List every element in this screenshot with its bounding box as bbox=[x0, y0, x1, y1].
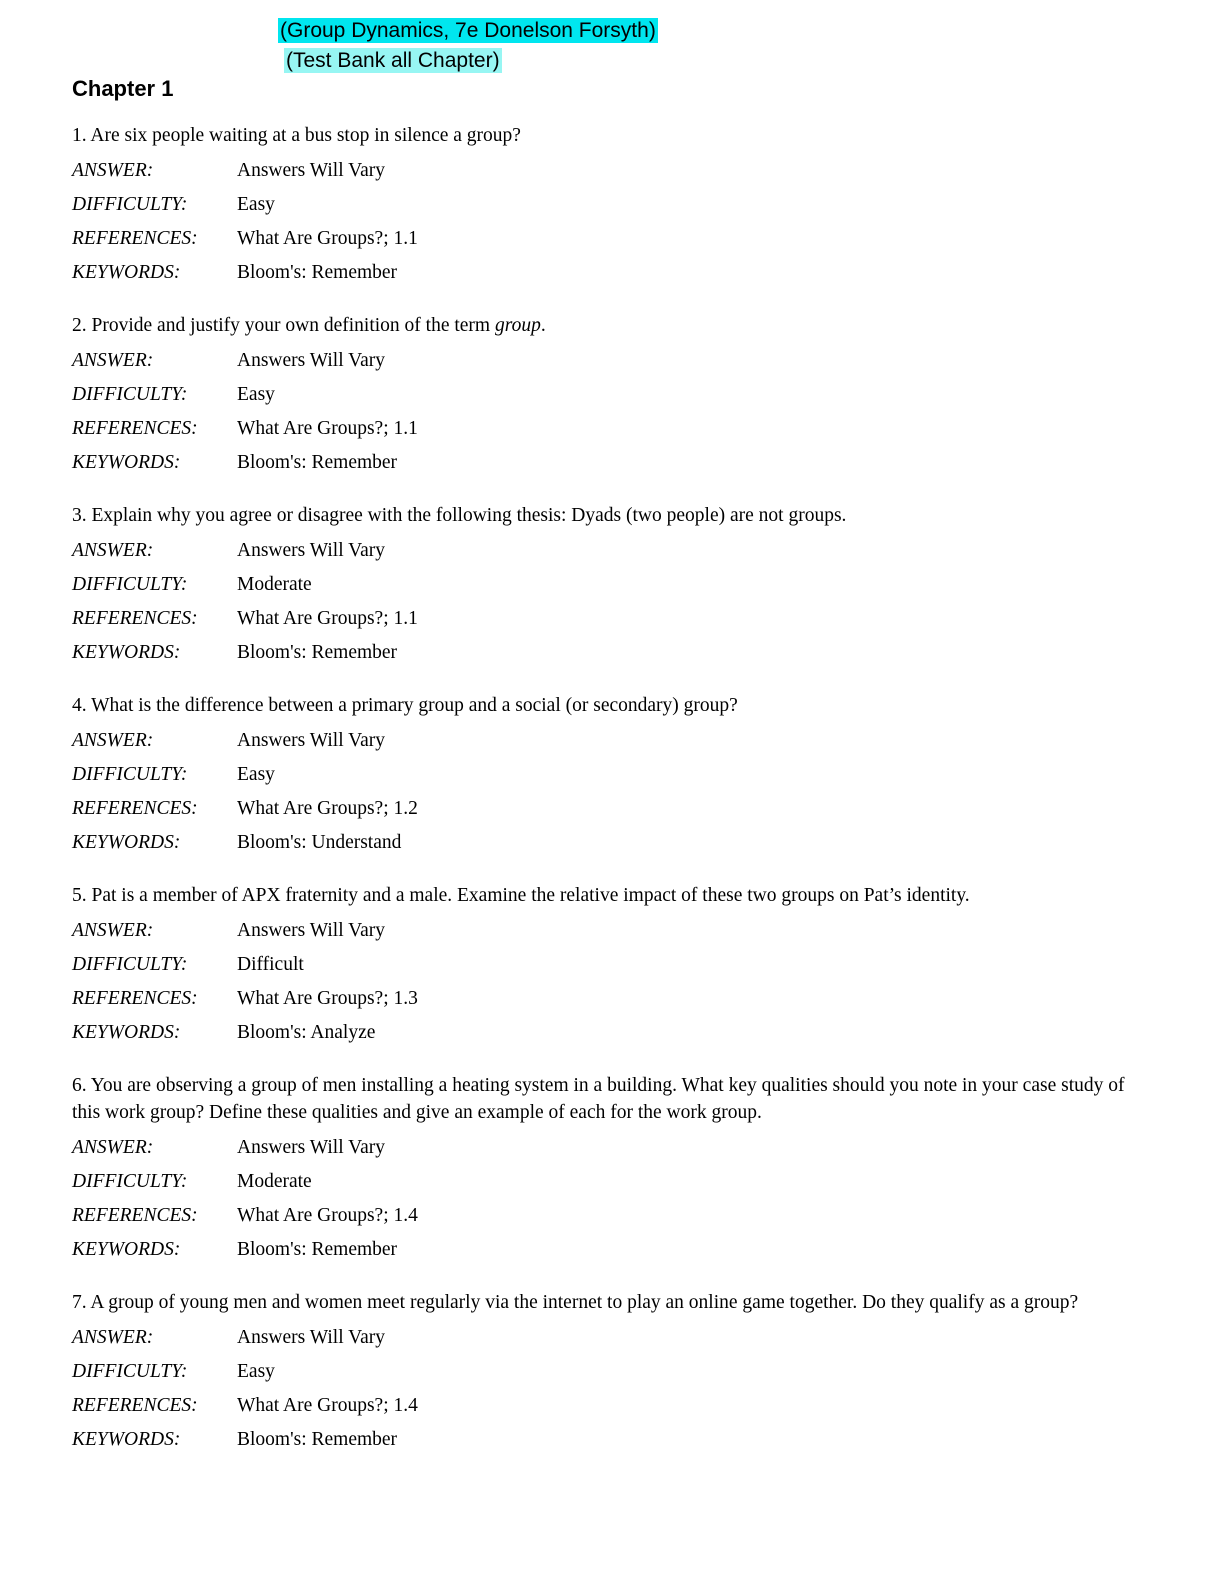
question-block bbox=[72, 1289, 1150, 1457]
document-header-line-1 bbox=[278, 16, 1150, 46]
answer-value: Answers Will Vary bbox=[237, 920, 385, 941]
answer-row bbox=[72, 724, 1150, 758]
references-label: REFERENCES: bbox=[72, 418, 198, 439]
keywords-label: KEYWORDS: bbox=[72, 642, 181, 663]
references-row bbox=[72, 602, 1150, 636]
answer-row bbox=[72, 914, 1150, 948]
references-row bbox=[72, 1389, 1150, 1423]
keywords-row bbox=[72, 446, 1150, 480]
keywords-label: KEYWORDS: bbox=[72, 1239, 181, 1260]
answer-label: ANSWER: bbox=[72, 540, 154, 561]
keywords-row bbox=[72, 636, 1150, 670]
difficulty-value: Easy bbox=[237, 1361, 275, 1382]
answer-value: Answers Will Vary bbox=[237, 160, 385, 181]
keywords-value: Bloom's: Remember bbox=[237, 642, 398, 663]
keywords-label: KEYWORDS: bbox=[72, 1429, 181, 1450]
difficulty-label: DIFFICULTY: bbox=[72, 1171, 188, 1192]
difficulty-label: DIFFICULTY: bbox=[72, 1361, 188, 1382]
document-header-line-2 bbox=[284, 46, 1150, 76]
keywords-value: Bloom's: Analyze bbox=[237, 1022, 376, 1043]
keywords-row bbox=[72, 256, 1150, 290]
keywords-label: KEYWORDS: bbox=[72, 832, 181, 853]
header-highlight-2: (Test Bank all Chapter) bbox=[286, 49, 500, 72]
question-text: 2. Provide and justify your own definition of the term group. bbox=[72, 315, 546, 336]
difficulty-value: Easy bbox=[237, 194, 275, 215]
difficulty-value: Easy bbox=[237, 764, 275, 785]
difficulty-label: DIFFICULTY: bbox=[72, 954, 188, 975]
question-text: 3. Explain why you agree or disagree with the following thesis: Dyads (two people) are not groups. bbox=[72, 505, 847, 526]
difficulty-label: DIFFICULTY: bbox=[72, 574, 188, 595]
difficulty-row bbox=[72, 188, 1150, 222]
difficulty-value: Moderate bbox=[237, 574, 312, 595]
difficulty-label: DIFFICULTY: bbox=[72, 194, 188, 215]
references-value: What Are Groups?; 1.4 bbox=[237, 1205, 418, 1226]
answer-row bbox=[72, 1321, 1150, 1355]
answer-label: ANSWER: bbox=[72, 1327, 154, 1348]
answer-row bbox=[72, 1131, 1150, 1165]
question-block bbox=[72, 882, 1150, 1050]
references-row bbox=[72, 412, 1150, 446]
references-row bbox=[72, 222, 1150, 256]
question-text: 1. Are six people waiting at a bus stop in silence a group? bbox=[72, 125, 521, 146]
question-text: 4. What is the difference between a primary group and a social (or secondary) group? bbox=[72, 695, 738, 716]
keywords-label: KEYWORDS: bbox=[72, 1022, 181, 1043]
references-row bbox=[72, 792, 1150, 826]
references-label: REFERENCES: bbox=[72, 798, 198, 819]
difficulty-row bbox=[72, 758, 1150, 792]
keywords-value: Bloom's: Understand bbox=[237, 832, 402, 853]
question-italic-term: group bbox=[494, 315, 541, 336]
answer-label: ANSWER: bbox=[72, 730, 154, 751]
answer-label: ANSWER: bbox=[72, 350, 154, 371]
keywords-value: Bloom's: Remember bbox=[237, 452, 398, 473]
answer-value: Answers Will Vary bbox=[237, 1137, 385, 1158]
keywords-label: KEYWORDS: bbox=[72, 452, 181, 473]
references-value: What Are Groups?; 1.3 bbox=[237, 988, 418, 1009]
answer-row bbox=[72, 154, 1150, 188]
keywords-value: Bloom's: Remember bbox=[237, 1239, 398, 1260]
answer-label: ANSWER: bbox=[72, 1137, 154, 1158]
question-block bbox=[72, 1072, 1150, 1267]
question-text: 7. A group of young men and women meet regularly via the internet to play an online game together. Do they qualify as a group? bbox=[72, 1292, 1079, 1313]
references-value: What Are Groups?; 1.4 bbox=[237, 1395, 418, 1416]
references-row bbox=[72, 982, 1150, 1016]
references-value: What Are Groups?; 1.1 bbox=[237, 608, 418, 629]
difficulty-label: DIFFICULTY: bbox=[72, 384, 188, 405]
difficulty-row bbox=[72, 1355, 1150, 1389]
references-value: What Are Groups?; 1.2 bbox=[237, 798, 418, 819]
references-label: REFERENCES: bbox=[72, 1395, 198, 1416]
keywords-value: Bloom's: Remember bbox=[237, 1429, 398, 1450]
answer-value: Answers Will Vary bbox=[237, 350, 385, 371]
question-block bbox=[72, 312, 1150, 480]
question-block bbox=[72, 502, 1150, 670]
keywords-row bbox=[72, 1233, 1150, 1267]
references-value: What Are Groups?; 1.1 bbox=[237, 418, 418, 439]
difficulty-value: Difficult bbox=[237, 954, 304, 975]
answer-row bbox=[72, 534, 1150, 568]
keywords-row bbox=[72, 1016, 1150, 1050]
keywords-row bbox=[72, 826, 1150, 860]
difficulty-row bbox=[72, 948, 1150, 982]
difficulty-label: DIFFICULTY: bbox=[72, 764, 188, 785]
answer-row bbox=[72, 344, 1150, 378]
question-text: 5. Pat is a member of APX fraternity and a male. Examine the relative impact of these two groups on Pat’s identity. bbox=[72, 885, 970, 906]
difficulty-value: Moderate bbox=[237, 1171, 312, 1192]
references-label: REFERENCES: bbox=[72, 1205, 198, 1226]
difficulty-value: Easy bbox=[237, 384, 275, 405]
answer-value: Answers Will Vary bbox=[237, 540, 385, 561]
question-block bbox=[72, 692, 1150, 860]
references-label: REFERENCES: bbox=[72, 228, 198, 249]
keywords-label: KEYWORDS: bbox=[72, 262, 181, 283]
references-label: REFERENCES: bbox=[72, 608, 198, 629]
question-block bbox=[72, 122, 1150, 290]
references-value: What Are Groups?; 1.1 bbox=[237, 228, 418, 249]
header-highlight-1: (Group Dynamics, 7e Donelson Forsyth) bbox=[280, 19, 656, 42]
difficulty-row bbox=[72, 568, 1150, 602]
keywords-row bbox=[72, 1423, 1150, 1457]
answer-label: ANSWER: bbox=[72, 160, 154, 181]
difficulty-row bbox=[72, 378, 1150, 412]
difficulty-row bbox=[72, 1165, 1150, 1199]
answer-label: ANSWER: bbox=[72, 920, 154, 941]
chapter-title: Chapter 1 bbox=[72, 76, 174, 101]
answer-value: Answers Will Vary bbox=[237, 730, 385, 751]
question-text: 6. You are observing a group of men installing a heating system in a building. What key qualities should you note in your case study of this work group? Define these qualities and give an example of each for the work group. bbox=[72, 1075, 1125, 1123]
references-row bbox=[72, 1199, 1150, 1233]
keywords-value: Bloom's: Remember bbox=[237, 262, 398, 283]
answer-value: Answers Will Vary bbox=[237, 1327, 385, 1348]
references-label: REFERENCES: bbox=[72, 988, 198, 1009]
